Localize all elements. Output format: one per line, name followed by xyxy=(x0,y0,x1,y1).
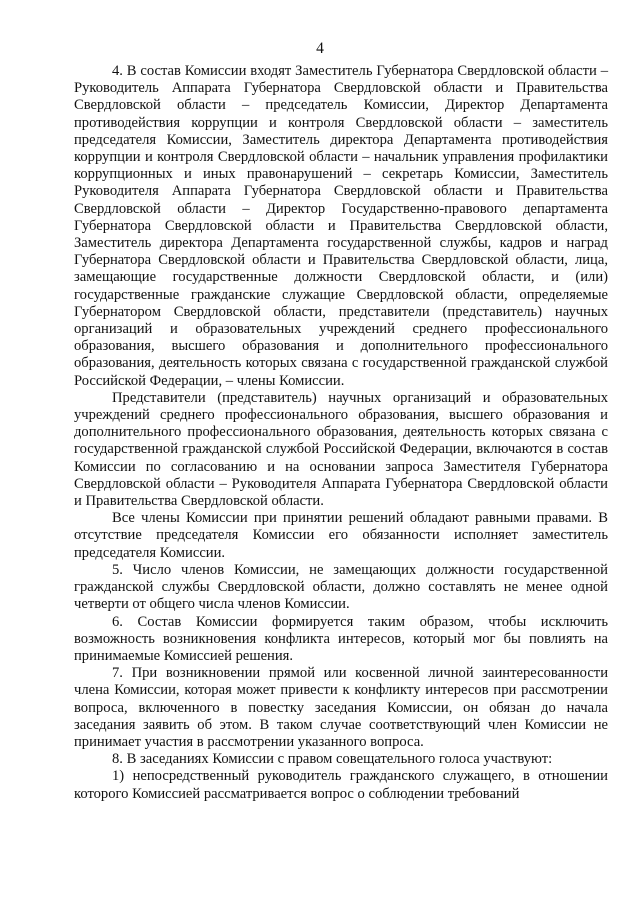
paragraph-representatives: Представители (представитель) научных организаций и образовательных учреждений среднего профессионального образования, высшего образования и дополнительного профессионального образования, деятельность которых связана с государственной гражданской службой Российской Федерации, включаются в состав Комиссии по согласованию и на основании запроса Заместителя Губернатора Свердловской области – Руководителя Аппарата Губернатора Свердловской области и Правительства Свердловской области. xyxy=(74,389,608,510)
paragraph-clause-7: 7. При возникновении прямой или косвенной личной заинтересованности члена Комиссии, которая может привести к конфликту интересов при рассмотрении вопроса, включенного в повестку заседания Комиссии, он обязан до начала заседания заявить об этом. В таком случае соответствующий член Комиссии не принимает участия в рассмотрении указанного вопроса. xyxy=(74,665,608,750)
paragraph-clause-4: 4. В состав Комиссии входят Заместитель Губернатора Свердловской области – Руководитель Аппарата Губернатора Свердловской области и Правительства Свердловской области – председатель Комиссии, Директор Департамента противодействия коррупции и контроля Свердловской области – заместитель председателя Комиссии, Заместитель директора Департамента противодействия коррупции и контроля Свердловской области – начальник управления профилактики коррупционных и иных правонарушений – секретарь Комиссии, Заместитель Руководителя Аппарата Губернатора Свердловской области и Правительства Свердловской области – Директор Государственно-правового департамента Губернатора Свердловской области и Правительства Свердловской области, Заместитель директора Департамента государственной службы, кадров и наград Губернатора Свердловской области и Правительства Свердловской области, лица, замещающие государственные должности Свердловской области, и (или) государственные гражданские служащие Свердловской области, определяемые Губернатором Свердловской области, представители (представитель) научных организаций и образовательных учреждений среднего профессионального образования, высшего образования и дополнительного профессионального образования, деятельность которых связана с государственной гражданской службой Российской Федерации, – члены Комиссии. xyxy=(74,63,608,389)
paragraph-equal-rights: Все члены Комиссии при принятии решений обладают равными правами. В отсутствие председателя Комиссии его обязанности исполняет заместитель председателя Комиссии. xyxy=(74,510,608,561)
page-number: 4 xyxy=(316,40,324,57)
document-body xyxy=(74,63,608,803)
paragraph-clause-5: 5. Число членов Комиссии, не замещающих должности государственной гражданской службы Свердловской области, должно составлять не менее одной четверти от общего числа членов Комиссии. xyxy=(74,561,608,613)
paragraph-clause-8-item-1: 1) непосредственный руководитель гражданского служащего, в отношении которого Комиссией рассматривается вопрос о соблюдении требований xyxy=(74,768,608,802)
paragraph-clause-6: 6. Состав Комиссии формируется таким образом, чтобы исключить возможность возникновения конфликта интересов, который мог бы повлиять на принимаемые Комиссией решения. xyxy=(74,613,608,664)
paragraph-clause-8: 8. В заседаниях Комиссии с правом совещательного голоса участвуют: xyxy=(112,751,553,768)
